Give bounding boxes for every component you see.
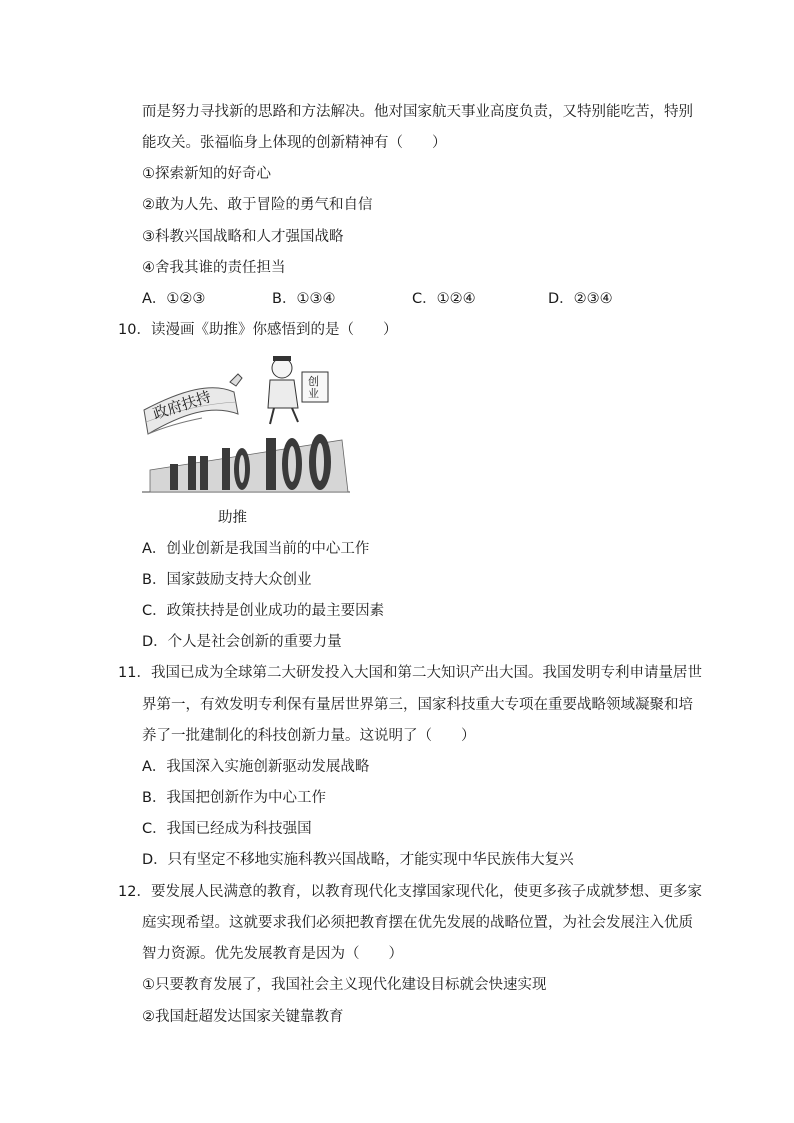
q9-stem-line-1: 而是努力寻找新的思路和方法解决。他对国家航天事业高度负责，又特别能吃苦，特别: [142, 104, 693, 120]
q10-stem: 10．读漫画《助推》你感悟到的是（ ）: [118, 322, 398, 338]
q9-option-a: A．①②③: [142, 291, 206, 307]
cartoon-banner-text: 政府扶持: [150, 387, 214, 424]
q10-option-b: B．国家鼓励支持大众创业: [142, 572, 312, 588]
q9-option-b: B．①③④: [272, 291, 336, 307]
cartoon-sign-text: 创业: [308, 375, 319, 400]
q9-item-4: ④舍我其谁的责任担当: [142, 260, 286, 276]
q11-stem-line-3: 养了一批建制化的科技创新力量。这说明了（ ）: [142, 728, 476, 744]
q10-option-a: A．创业创新是我国当前的中心工作: [142, 541, 370, 557]
q9-item-3: ③科教兴国战略和人才强国战略: [142, 229, 344, 245]
q10-option-c: C．政策扶持是创业成功的最主要因素: [142, 603, 385, 619]
q11-option-d: D．只有坚定不移地实施科教兴国战略，才能实现中华民族伟大复兴: [142, 852, 574, 868]
q11-stem-line-2: 界第一，有效发明专利保有量居世界第三，国家科技重大专项在重要战略领域凝聚和培: [142, 697, 693, 713]
q11-option-c: C．我国已经成为科技强国: [142, 821, 312, 837]
q12-item-1: ①只要教育发展了，我国社会主义现代化建设目标就会快速实现: [142, 977, 547, 993]
q11-stem-line-1: 11．我国已成为全球第二大研发投入大国和第二大知识产出大国。我国发明专利申请量居世: [118, 665, 702, 681]
q9-stem-line-2: 能攻关。张福临身上体现的创新精神有（ ）: [142, 135, 447, 151]
q12-stem-line-2: 庭实现希望。这就要求我们必须把教育摆在优先发展的战略位置，为社会发展注入优质: [142, 915, 693, 931]
cartoon-zhutui: [142, 352, 350, 498]
q9-item-2: ②敢为人先、敢于冒险的勇气和自信: [142, 197, 373, 213]
q12-stem-line-1: 12．要发展人民满意的教育，以教育现代化支撑国家现代化，使更多孩子成就梦想、更多家: [118, 884, 702, 900]
q9-option-c: C．①②④: [412, 291, 476, 307]
q10-option-d: D．个人是社会创新的重要力量: [142, 634, 342, 650]
q11-option-a: A．我国深入实施创新驱动发展战略: [142, 759, 370, 775]
cartoon-caption: 助推: [218, 510, 247, 526]
q11-option-b: B．我国把创新作为中心工作: [142, 790, 326, 806]
q12-stem-line-3: 智力资源。优先发展教育是因为（ ）: [142, 946, 403, 962]
q9-option-d: D．②③④: [548, 291, 613, 307]
q12-item-2: ②我国赶超发达国家关键靠教育: [142, 1009, 344, 1025]
q9-item-1: ①探索新知的好奇心: [142, 166, 271, 182]
